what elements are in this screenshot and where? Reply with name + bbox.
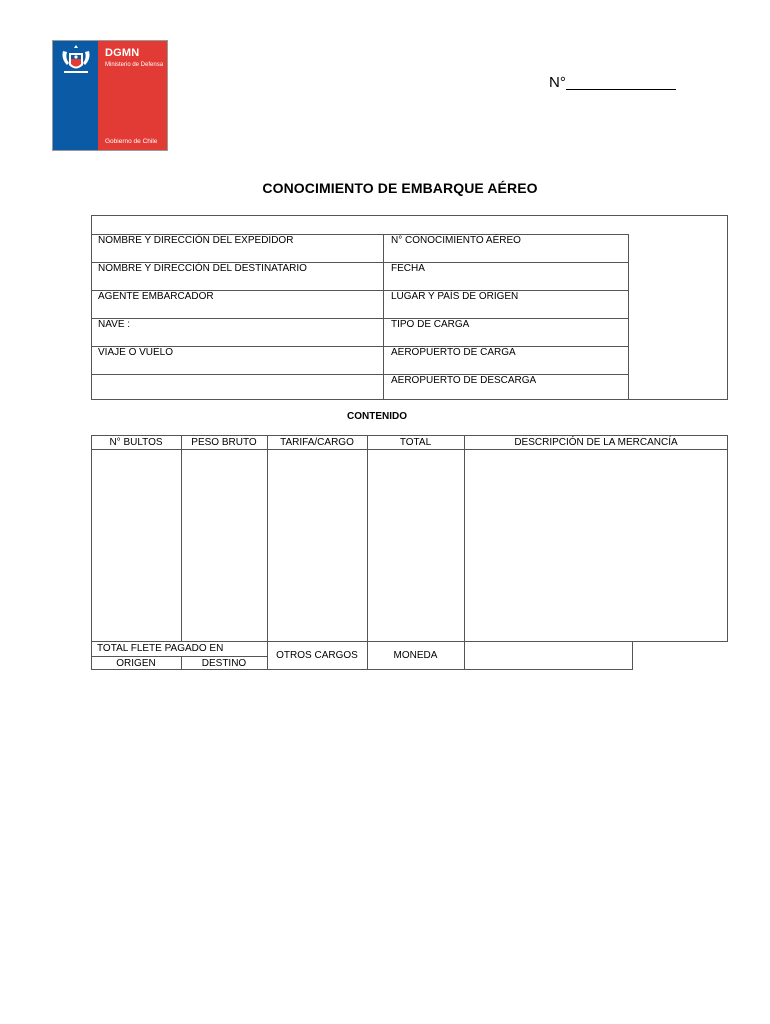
destination-label[interactable]: DESTINO: [201, 658, 247, 669]
col-total: TOTAL: [399, 437, 432, 448]
col-rate-charge: TARIFA/CARGO: [280, 437, 354, 448]
col-packages: N° BULTOS: [109, 437, 163, 448]
airway-bill-number-field[interactable]: N° CONOCIMIENTO AÉREO: [391, 235, 521, 246]
voyage-flight-field[interactable]: VIAJE O VUELO: [98, 347, 174, 358]
contents-table: [91, 435, 728, 642]
col-gross-weight: PESO BRUTO: [191, 437, 257, 448]
document-number-field[interactable]: [566, 89, 676, 90]
document-number-label: N°: [549, 74, 566, 91]
unloading-airport-field[interactable]: AEROPUERTO DE DESCARGA: [391, 375, 537, 386]
org-name: DGMN: [105, 47, 140, 59]
government-name: Gobierno de Chile: [105, 138, 158, 145]
origin-place-field[interactable]: LUGAR Y PAÍS DE ORIGEN: [391, 291, 519, 302]
footer-blank-field[interactable]: [465, 642, 632, 669]
origin-label[interactable]: ORIGEN: [116, 658, 156, 669]
date-field[interactable]: FECHA: [391, 263, 425, 274]
other-charges-field[interactable]: OTROS CARGOS: [276, 650, 358, 661]
ministry-name: Ministerio de Defensa: [105, 62, 164, 68]
dgmn-logo: [52, 40, 168, 151]
col-description: DESCRIPCIÓN DE LA MERCANCÍA: [514, 437, 678, 448]
document-title: CONOCIMIENTO DE EMBARQUE AÉREO: [262, 180, 538, 196]
shipment-info-grid: [91, 234, 629, 400]
coat-of-arms-icon: [59, 45, 93, 77]
shipping-agent-field[interactable]: AGENTE EMBARCADOR: [98, 291, 214, 302]
contents-section-title: CONTENIDO: [347, 411, 407, 422]
vessel-field[interactable]: NAVE :: [98, 319, 131, 330]
consignee-field[interactable]: NOMBRE Y DIRECCIÓN DEL DESTINATARIO: [98, 263, 307, 274]
freight-paid-label: TOTAL FLETE PAGADO EN: [97, 643, 224, 654]
cargo-type-field[interactable]: TIPO DE CARGA: [391, 319, 470, 330]
loading-airport-field[interactable]: AEROPUERTO DE CARGA: [391, 347, 516, 358]
currency-field[interactable]: MONEDA: [393, 650, 438, 661]
shipper-field[interactable]: NOMBRE Y DIRECCIÓN DEL EXPEDIDOR: [98, 235, 294, 246]
